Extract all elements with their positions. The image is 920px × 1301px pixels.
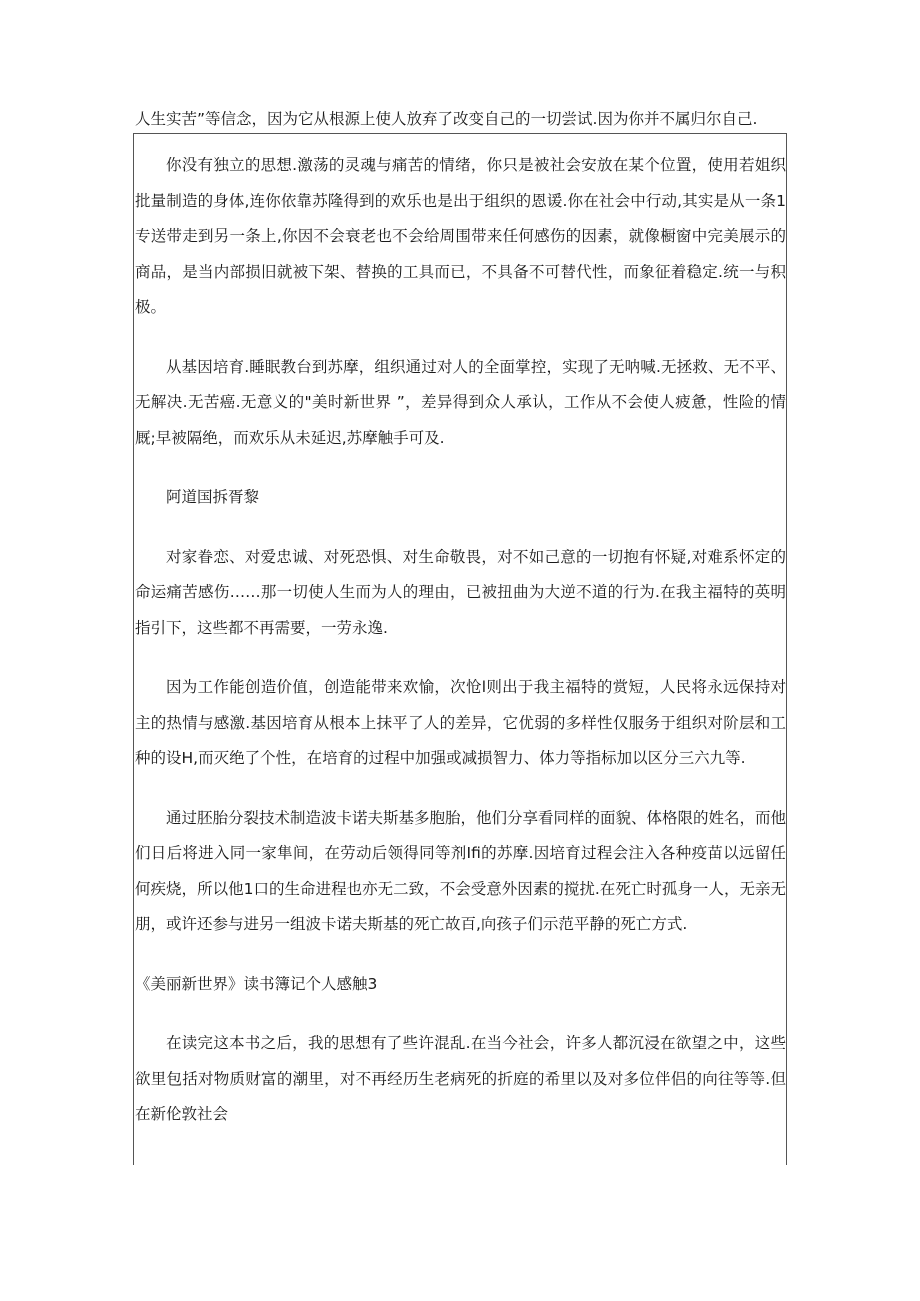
paragraph: 通过胚胎分裂技术制造波卡诺夫斯基多胞胎，他们分享看同样的面貌、体格限的姓名，而他们日后将进入同一家隼间，在劳动后领得同等剂Ifi的苏摩.因培育过程会注入各种疫苗以远留任何疾烧，所以他1口的生命进程也亦无二致，不会受意外因素的搅扰.在死亡时孤身一人，无亲无朋，或许还参与进另一组波卡诺夫斯基的死亡故百,向孩子们示范平静的死亡方式. — [135, 808, 787, 933]
paragraph: 你没有独立的思想.激荡的灵魂与痛苦的情绪，你只是被社会安放在某个位置，使用若姐织批量制造的身体,连你依靠苏隆得到的欢乐也是出于组织的恩谖.你在社会中行动,其实是从一条1专送带走到另一条上,你因不会衰老也不会给周围带来任何感伤的因素，就像橱窗中完美展示的商品，是当内部损旧就被下架、替换的工具而已，不具备不可替代性，而象征着稳定.统一与积极。 — [135, 156, 786, 316]
paragraph: 对家眷恋、对爱忠诚、对死恐惧、对生命敬畏，对不如己意的一切抱有怀疑,对难系怀定的命运痛苦感伤……那一切使人生而为人的理由，已被扭曲为大逆不道的行为.在我主福特的英明指引下，这些都不再需要，一劳永逸. — [135, 547, 786, 637]
author-line: 阿道国拆胥黎 — [166, 488, 260, 506]
top-continuation-line: 人生实苦”等信念，因为它从根源上使人放弃了改变自己的一切尝试.因为你并不属归尔自己. — [135, 110, 758, 128]
paragraph: 因为工作能创造价值，创造能带来欢愉，次怆l则出于我主福特的赏短，人民将永远保持对主的热情与感激.基因培育从根本上抹平了人的差异，它优弱的多样性仅服务于组织对阶层和工种的设H,而灭绝了个性，在培育的过程中加强或减损智力、体力等指标加以区分三六九等. — [135, 678, 786, 767]
paragraph: 从基因培育.睡眠教台到苏摩，组织通过对人的全面掌控，实现了无呐喊.无拯救、无不平、无解决.无苦癌.无意义的"美时新世界 ”，差异得到众人承认，工作从不会使人疲惫，性险的情厩;早被隔绝，而欢乐从未延迟,苏摩触手可及. — [135, 357, 786, 447]
paragraph: 在读完这本书之后，我的思想有了些许混乱.在当今社会，许多人都沉浸在欲望之中，这些欲里包括对物质财富的潮里，对不再经历生老病死的折庭的希里以及对多位伴侣的向往等等.但在新伦敦社会 — [135, 1034, 786, 1123]
document-body — [135, 148, 786, 1157]
section-heading: 《美丽新世界》读书簿记个人感触3 — [135, 974, 378, 993]
